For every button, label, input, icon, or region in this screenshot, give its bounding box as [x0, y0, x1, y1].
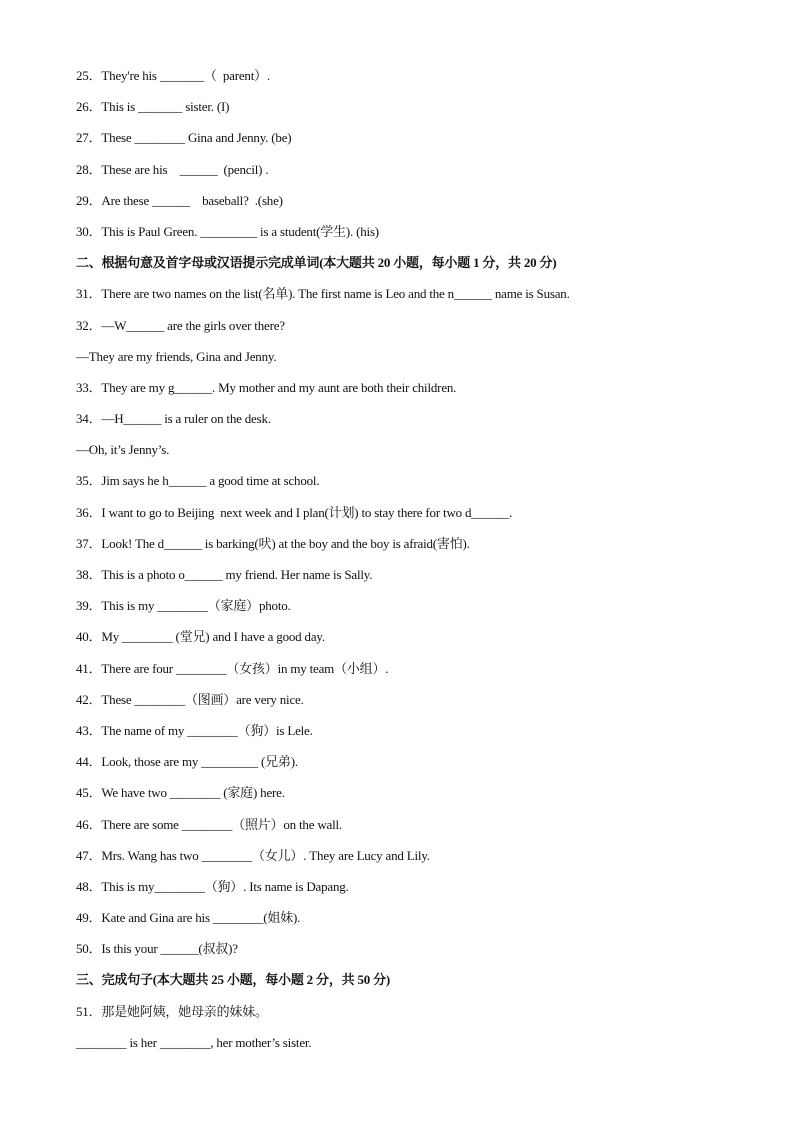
- question-line: 34．—H______ is a ruler on the desk.: [76, 411, 271, 427]
- question-line: 46．There are some ________（照片）on the wall.: [76, 816, 342, 832]
- question-line: —Oh, it’s Jenny’s.: [76, 442, 170, 458]
- question-line: 40．My ________ (堂兄) and I have a good day.: [76, 629, 325, 645]
- question-line: 50．Is this your ______(叔叔)?: [76, 941, 238, 957]
- question-line: 32．—W______ are the girls over there?: [76, 317, 285, 333]
- section-heading: 二、根据句意及首字母或汉语提示完成单词(本大题共 20 小题，每小题 1 分，共 20 分): [76, 255, 557, 271]
- question-line: 29．Are these ______ baseball? .(she): [76, 192, 283, 208]
- question-line: 49．Kate and Gina are his ________(姐妹).: [76, 910, 301, 926]
- question-line: 25．They're his _______（ parent）.: [76, 68, 270, 83]
- question-line: —They are my friends, Gina and Jenny.: [76, 348, 277, 364]
- worksheet-page: [76, 66, 756, 1064]
- question-line: 45．We have two ________ (家庭) here.: [76, 785, 285, 801]
- question-line: 42．These ________（图画）are very nice.: [76, 691, 304, 707]
- question-line: 36．I want to go to Beijing next week and I plan(计划) to stay there for two d______.: [76, 504, 513, 520]
- question-line: 37．Look! The d______ is barking(吠) at the boy and the boy is afraid(害怕).: [76, 535, 470, 551]
- question-line: 44．Look, those are my _________ (兄弟).: [76, 754, 298, 770]
- question-line: 33．They are my g______. My mother and my aunt are both their children.: [76, 379, 457, 395]
- question-line: 35．Jim says he h______ a good time at school.: [76, 473, 320, 489]
- question-line: 27．These ________ Gina and Jenny. (be): [76, 130, 292, 146]
- question-line: 47．Mrs. Wang has two ________（女儿）. They are Lucy and Lily.: [76, 847, 430, 863]
- question-line: 26．This is _______ sister. (I): [76, 99, 230, 115]
- question-line: 51．那是她阿姨，她母亲的妹妹。: [76, 1003, 268, 1019]
- question-line: 43．The name of my ________（狗）is Lele.: [76, 722, 313, 738]
- question-line: 48．This is my________（狗）. Its name is Dapang.: [76, 878, 349, 894]
- question-line: 30．This is Paul Green. _________ is a student(学生). (his): [76, 223, 379, 239]
- question-line: 28．These are his ______ (pencil) .: [76, 161, 269, 177]
- question-line: 38．This is a photo o______ my friend. Her name is Sally.: [76, 567, 373, 582]
- question-line: 39．This is my ________（家庭）photo.: [76, 598, 291, 614]
- section-heading: 三、完成句子(本大题共 25 小题，每小题 2 分，共 50 分): [76, 972, 391, 988]
- question-line: 41．There are four ________（女孩）in my team（小组）.: [76, 660, 389, 676]
- question-line: 31．There are two names on the list(名单). The first name is Leo and the n______ name is Susan.: [76, 286, 570, 302]
- question-line: ________ is her ________, her mother’s sister.: [76, 1034, 312, 1050]
